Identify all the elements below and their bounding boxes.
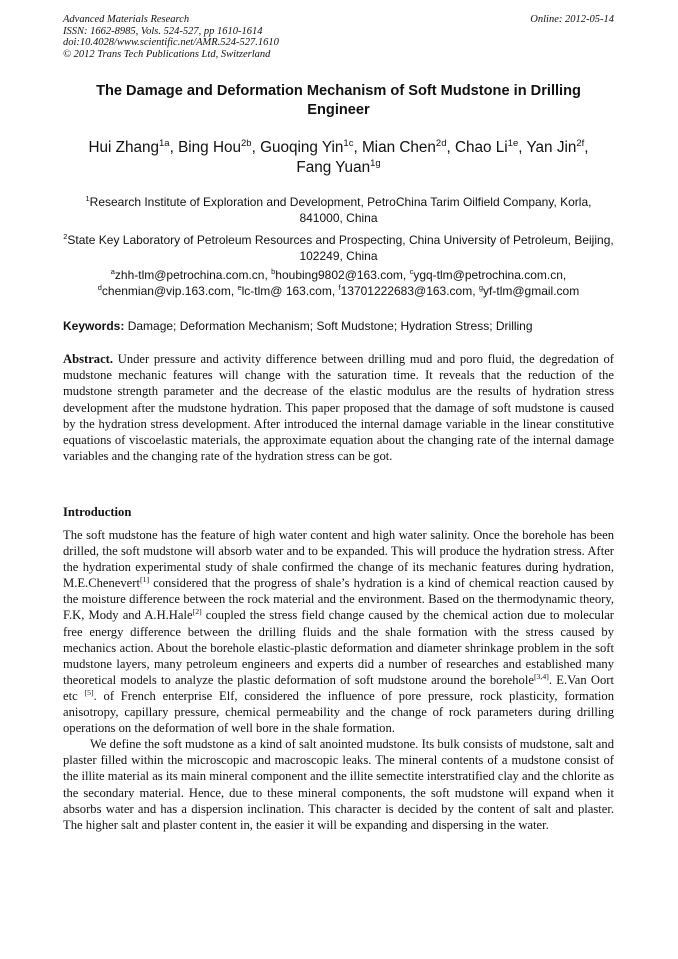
keywords-label: Keywords: (63, 319, 125, 333)
author-marker: 2d (435, 137, 447, 149)
introduction-body (63, 527, 614, 833)
email-a[interactable]: zhh-tlm@petrochina.com.cn (114, 268, 265, 282)
citation[interactable]: [1] (139, 575, 150, 585)
affiliation-text: State Key Laboratory of Petroleum Resources and Prospecting, China University of Petroleum, Beijing, 102249, China (67, 233, 614, 263)
email-c[interactable]: ygq-tlm@petrochina.com.cn (413, 268, 563, 282)
author-name: Bing Hou (178, 139, 242, 156)
author-name: Hui Zhang (88, 139, 160, 156)
abstract-label: Abstract. (63, 352, 114, 366)
email-g[interactable]: yf-tlm@gmail.com (483, 284, 580, 298)
affiliation-marker: 2 (63, 232, 68, 241)
author-marker: 1c (343, 137, 354, 149)
issn-line: ISSN: 1662-8985, Vols. 524-527, pp 1610-1614 (63, 25, 263, 37)
affiliation-text: Research Institute of Exploration and Development, PetroChina Tarim Oilfield Company, Korla, 841000, China (89, 195, 592, 225)
paragraph: The soft mudstone has the feature of high water content and high water salinity. Once the borehole has been drilled, the soft mudstone will absorb water and to be expanded. This will produce the hydration stress. After the hydration experimental study of shale confirmed the change of its mechanic features during hydration, M.E.Chenevert[1] considered that the progress of shale’s hydration is a kind of chemical reaction caused by the moisture difference between the rock material and the environment. Based on the thermodynamic theory, F.K, Mody and A.H.Hale[2] coupled the stress field change caused by the chemical action due to molecular free energy difference between the drilling fluids and the shale formation with the stress caused by mechanics action. About the borehole elastic-plastic deformation and diameter shrinkage problem in the soft mudstone layers, many petroleum engineers and experts did a number of researches and established many theoretical models to analyze the plastic deformation of soft mudstone around the borehole[3,4]. E.Van Oort etc [5]. of French enterprise Elf, considered the influence of pore pressure, rock plasticity, formation anisotropy, capillary pressure, chemical permeability and the change of rock parameters during drilling operations on the deformation of well bore in the shale formation. (63, 528, 615, 736)
email-f[interactable]: 13701222683@163.com (340, 284, 473, 298)
email-b[interactable]: houbing9802@163.com (275, 268, 403, 282)
copyright-line: © 2012 Trans Tech Publications Ltd, Switzerland (63, 48, 271, 60)
author-marker: 2f (576, 137, 585, 149)
abstract-text: Under pressure and activity difference between drilling mud and poro fluid, the degredation of mudstone mechanic features will change with the saturation time. It reveals that the reduction of the mudstone strength parameter and the decrease of the elastic modulus are the results of hydration stress development after the mudstone hydration. This paper proposed that the damage of soft mudstone is caused by the hydration stress development. After introduced the internal damage variable in the linear constitutive equations of viscoelastic materials, the approximate equation about the changing rate of the internal damage variables and the changing rate of the hydration stress can be got. (63, 352, 614, 464)
journal-name: Advanced Materials Research (63, 14, 190, 25)
paragraph: We define the soft mudstone as a kind of salt anointed mudstone. Its bulk consists of mudstone, salt and plaster filled within the microscopic and macroscopic leaks. The mineral contents of a mudstone consist of the illite material as its main mineral component and the illite semectite interstratified clay and the chlorite as the secondary material. Hence, due to these mineral components, the soft mudstone will expand when it absorbs water and has a dispersion inclination. This character is decided by the content of salt and plaster. The higher salt and plaster content in, the easier it will be expanding and dispersing in the water. (63, 737, 614, 832)
paper-title: The Damage and Deformation Mechanism of Soft Mudstone in Drilling Engineer (96, 83, 581, 118)
author-marker: 1a (159, 137, 170, 149)
online-date: Online: 2012-05-14 (530, 14, 614, 25)
email-list: $^a$zhh-tlm@petrochina.com.cn, $^b$houbing9802@163.com, $^c$ygq-tlm@petrochina.com.cn, $^d$chenmian@vip.163.com, $^e$lc-tlm@ 163.com, $^f$13701222683@163.com, $^g$yf-tlm@gmail.com (97, 267, 580, 298)
keywords (63, 318, 614, 334)
affiliation-marker: 1 (85, 194, 90, 203)
section-heading-introduction: Introduction (63, 505, 132, 519)
email-d[interactable]: chenmian@vip.163.com (101, 284, 231, 298)
affiliation-1 (63, 194, 614, 226)
citation[interactable]: [2] (192, 607, 202, 617)
author-marker: 1g (370, 157, 381, 169)
abstract (63, 351, 614, 464)
author-marker: 2b (241, 137, 252, 149)
author-name: Fang Yuan (296, 159, 371, 176)
journal-header (63, 14, 279, 60)
email-e[interactable]: lc-tlm@ 163.com (241, 284, 332, 298)
affiliation-2 (63, 232, 614, 264)
author-name: Yan Jin (526, 139, 577, 156)
author-list: Hui Zhang$^{1a}$, Bing Hou$^{2b}$, Guoqing Yin$^{1c}$, Mian Chen$^{2d}$, Chao $Li^{1e}$, Yan Jin$^{2f}$, Fang Yuan$^{1g}$ (88, 137, 589, 176)
keywords-text: Damage; Deformation Mechanism; Soft Mudstone; Hydration Stress; Drilling (127, 319, 533, 333)
author-name: Mian Chen (361, 139, 436, 156)
citation[interactable]: [5] (84, 687, 94, 697)
author-name: Chao Li (454, 139, 508, 156)
doi-line: doi:10.4028/www.scientific.net/AMR.524-527.1610 (63, 37, 279, 49)
citation[interactable]: [3,4] (533, 671, 549, 681)
author-marker: 1e (507, 137, 519, 149)
author-name: Guoqing Yin (260, 139, 344, 156)
